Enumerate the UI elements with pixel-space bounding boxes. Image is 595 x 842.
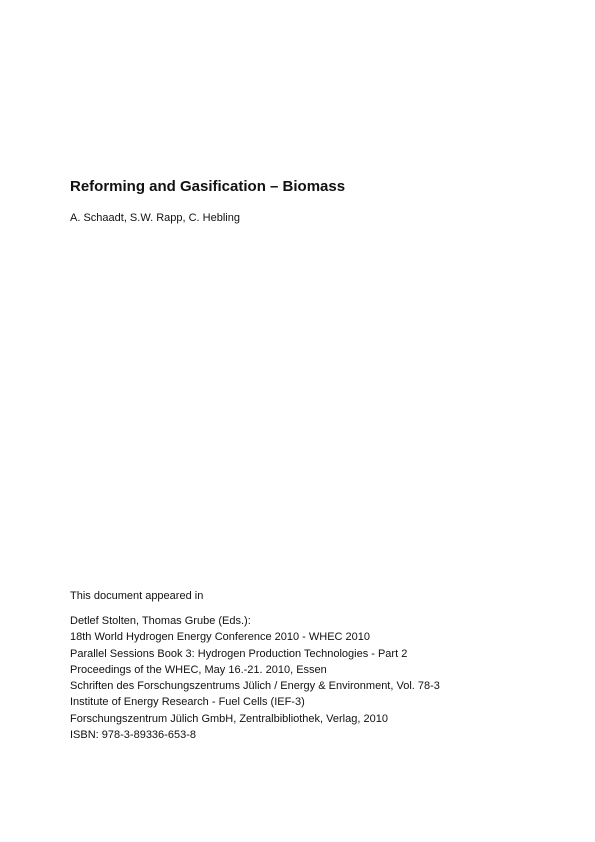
citation-line: Forschungszentrum Jülich GmbH, Zentralbibliothek, Verlag, 2010 (70, 712, 388, 725)
citation-line: Schriften des Forschungszentrums Jülich / Energy & Environment, Vol. 78-3 (70, 680, 440, 693)
citation-block (70, 613, 440, 743)
citation-line: Parallel Sessions Book 3: Hydrogen Production Technologies - Part 2 (70, 647, 408, 660)
citation-line: Detlef Stolten, Thomas Grube (Eds.): (70, 615, 251, 627)
appeared-in-label: This document appeared in (70, 590, 204, 602)
citation-line: Proceedings of the WHEC, May 16.-21. 2010, Essen (70, 663, 327, 676)
citation-line: ISBN: 978-3-89336-653-8 (70, 729, 196, 742)
author-list: A. Schaadt, S.W. Rapp, C. Hebling (70, 212, 240, 224)
document-title: Reforming and Gasification – Biomass (70, 178, 346, 195)
citation-line: 18th World Hydrogen Energy Conference 2010 - WHEC 2010 (70, 631, 371, 644)
citation-line: Institute of Energy Research - Fuel Cells (IEF-3) (70, 696, 305, 709)
